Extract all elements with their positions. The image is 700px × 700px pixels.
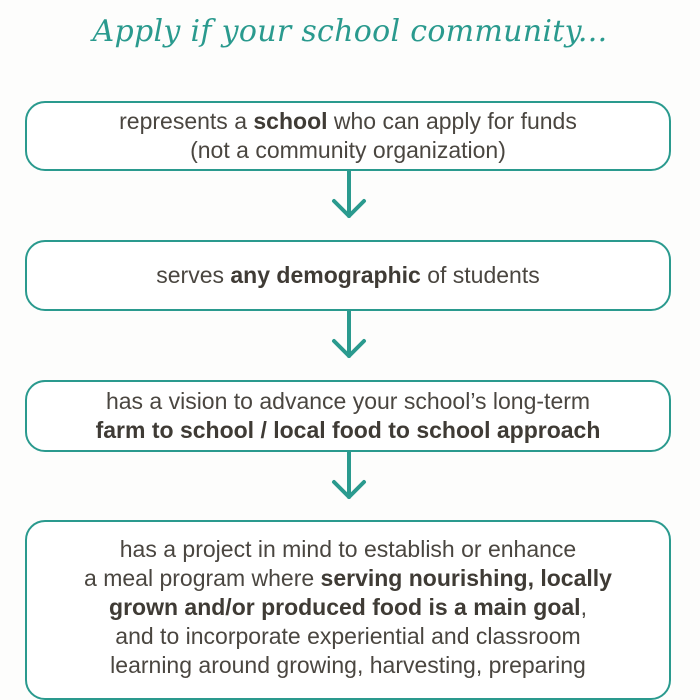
criteria-box-vision — [25, 380, 671, 452]
box-line: and to incorporate experiential and classroom — [115, 623, 581, 649]
box-line: grown and/or produced food is a main goal, — [109, 594, 587, 620]
box-line: a meal program where serving nourishing, locally — [84, 565, 612, 591]
box-line — [96, 416, 601, 445]
down-arrow-icon — [330, 169, 368, 221]
criteria-box-project — [25, 520, 671, 700]
emphasis-text: school — [253, 108, 328, 134]
page-title: Apply if your school community... — [92, 14, 608, 49]
box-line: represents a school who can apply for funds — [119, 108, 577, 134]
emphasis-text: any demographic — [230, 262, 421, 288]
down-arrow-icon — [330, 450, 368, 502]
box-line: has a project in mind to establish or enhance — [119, 536, 577, 562]
emphasis-text: serving nourishing, locally — [320, 565, 612, 591]
down-arrow-icon — [330, 309, 368, 361]
emphasis-text: farm to school / local food to school approach — [95, 417, 601, 443]
box-line: serves any demographic of students — [156, 262, 540, 288]
box-line: (not a community organization) — [190, 137, 506, 163]
box-line: learning around growing, harvesting, preparing — [110, 652, 586, 678]
criteria-box-school — [25, 101, 671, 171]
criteria-box-demographic — [25, 240, 671, 311]
emphasis-text: grown and/or produced food is a main goal — [109, 594, 581, 620]
box-line: has a vision to advance your school’s long-term — [105, 388, 591, 414]
